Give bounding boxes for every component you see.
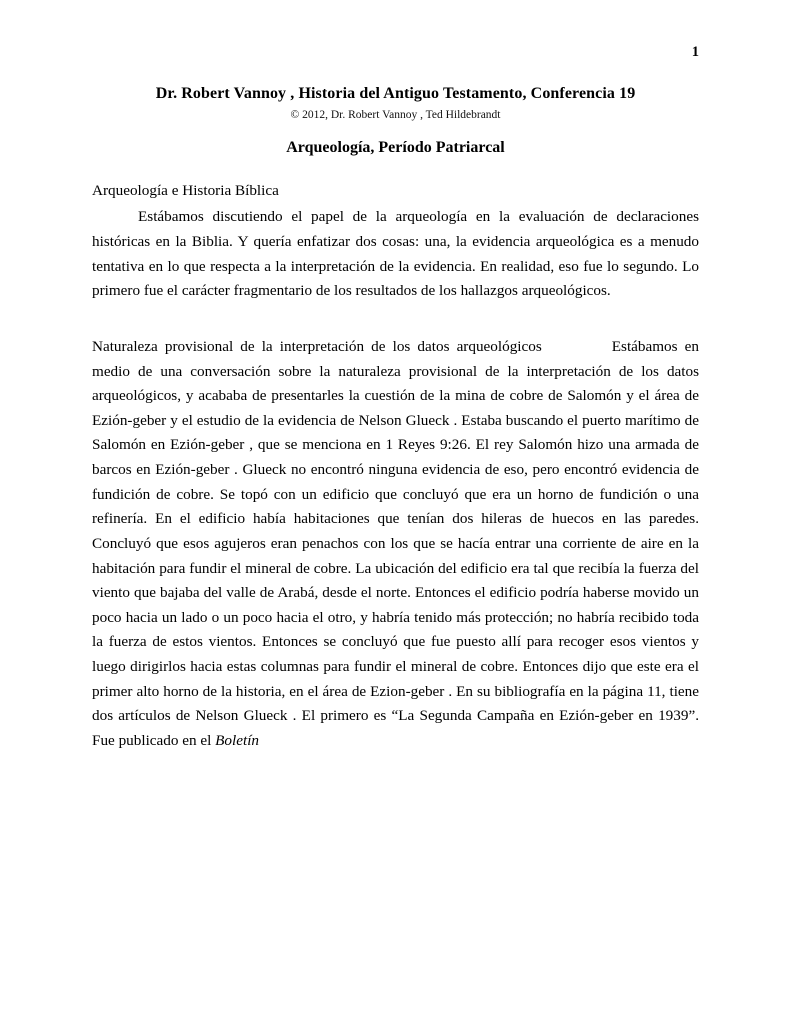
paragraph-lead-in: Naturaleza provisional de la interpretación de los datos arqueológicos [92, 337, 542, 355]
paragraph-spacer [92, 304, 699, 335]
document-content [92, 84, 699, 754]
copyright-line: © 2012, Dr. Robert Vannoy , Ted Hildebrandt [290, 108, 501, 121]
paragraph-main [92, 335, 699, 754]
paragraph-italic-tail: Boletín [215, 731, 260, 749]
document-subtitle: Arqueología, Período Patriarcal [286, 138, 505, 156]
page-number: 1 [691, 44, 699, 60]
paragraph-intro: Estábamos discutiendo el papel de la arqueología en la evaluación de declaraciones históricas en la Biblia. Y quería enfatizar dos cosas: una, la evidencia arqueológica es a menudo tentativa en lo que respecta a la interpretación de la evidencia. En realidad, eso fue lo segundo. Lo primero fue el carácter fragmentario de los resultados de los hallazgos arqueológicos. [92, 208, 699, 300]
section-heading: Arqueología e Historia Bíblica [92, 181, 279, 199]
document-title: Dr. Robert Vannoy , Historia del Antiguo Testamento, Conferencia 19 [155, 85, 636, 102]
paragraph-main-body: Estábamos en medio de una conversación sobre la naturaleza provisional de la interpretación de los datos arqueológicos, y acababa de presentarles la cuestión de la mina de cobre de Salomón y el área de Ezión-geber y el estudio de la evidencia de Nelson Glueck . Estaba buscando el puerto marítimo de Salomón en Ezión-geber , que se menciona en 1 Reyes 9:26. El rey Salomón hizo una armada de barcos en Ezión-geber . Glueck no encontró ninguna evidencia de eso, pero encontró evidencia de fundición de cobre. Se topó con un edificio que concluyó que era un horno de fundición o una refinería. En el edificio había habitaciones que tenían dos hileras de huecos en las paredes. Concluyó que esos agujeros eran penachos con los que se hacía entrar una corriente de aire en la habitación para fundir el mineral de cobre. La ubicación del edificio era tal que recibía la fuerza del viento que bajaba del valle de Arabá, desde el norte. Entonces el edificio podría haberse movido un poco hacia un lado o un poco hacia el otro, y habría tenido más protección; no habría recibido toda la fuerza de estos vientos. Entonces se concluyó que fue puesto allí para recoger esos vientos y luego dirigirlos hacia estas columnas para fundir el mineral de cobre. Entonces dijo que este era el primer alto horno de la historia, en el área de Ezion-geber . En su bibliografía en la página 11, tiene dos artículos de Nelson Glueck . El primero es “La Segunda Campaña en Ezión-geber en 1939”. Fue publicado en el [92, 337, 699, 749]
